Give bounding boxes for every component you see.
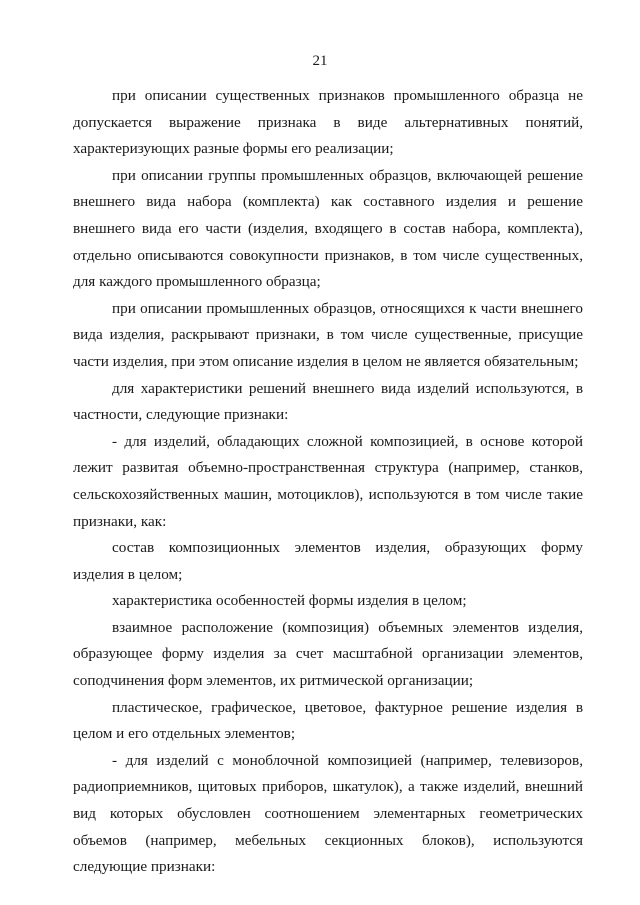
paragraph-mutual-arrangement: взаимное расположение (композиция) объемных элементов изделия, образующее форму изделия за счет масштабной организации элементов, соподчинения форм элементов, их ритмической организации; bbox=[73, 618, 583, 690]
paragraph-complex-composition: - для изделий, обладающих сложной композицией, в основе которой лежит развитая объемно-пространственная структура (например, станков, сельскохозяйственных машин, мотоциклов), используются в том числе такие признаки, как: bbox=[73, 432, 583, 530]
paragraph-group-of-designs: при описании группы промышленных образцов, включающей решение внешнего вида набора (комплекта) как составного изделия и решение внешнего вида его части (изделия, входящего в состав набора, комплекта), отдельно описываются совокупности признаков, в том числе существенных, для каждого промышленного образца; bbox=[73, 166, 583, 291]
page-number: 21 bbox=[312, 53, 328, 69]
paragraph-characteristics-intro: для характеристики решений внешнего вида изделий используются, в частности, следующие признаки: bbox=[73, 379, 583, 424]
paragraph-form-features: характеристика особенностей формы изделия в целом; bbox=[112, 592, 467, 610]
paragraph-part-of-product: при описании промышленных образцов, относящихся к части внешнего вида изделия, раскрывают признаки, в том числе существенные, присущие части изделия, при этом описание изделия в целом не является обязательным; bbox=[73, 299, 583, 370]
paragraph-composition-elements: состав композиционных элементов изделия, образующих форму изделия в целом; bbox=[73, 539, 583, 583]
paragraph-plastic-solution: пластическое, графическое, цветовое, фактурное решение изделия в целом и его отдельных элементов; bbox=[73, 698, 583, 743]
paragraph-alternative-concepts: при описании существенных признаков промышленного образца не допускается выражение признака в виде альтернативных понятий, характеризующих разные формы его реализации; bbox=[73, 87, 583, 158]
body-text bbox=[73, 83, 583, 881]
paragraph-monoblock-composition: - для изделий с моноблочной композицией (например, телевизоров, радиоприемников, щитовых приборов, шкатулок), а также изделий, внешний вид которых обусловлен соотношением элементарных геометрических объемов (например, мебельных секционных блоков), используются следующие признаки: bbox=[73, 751, 583, 876]
